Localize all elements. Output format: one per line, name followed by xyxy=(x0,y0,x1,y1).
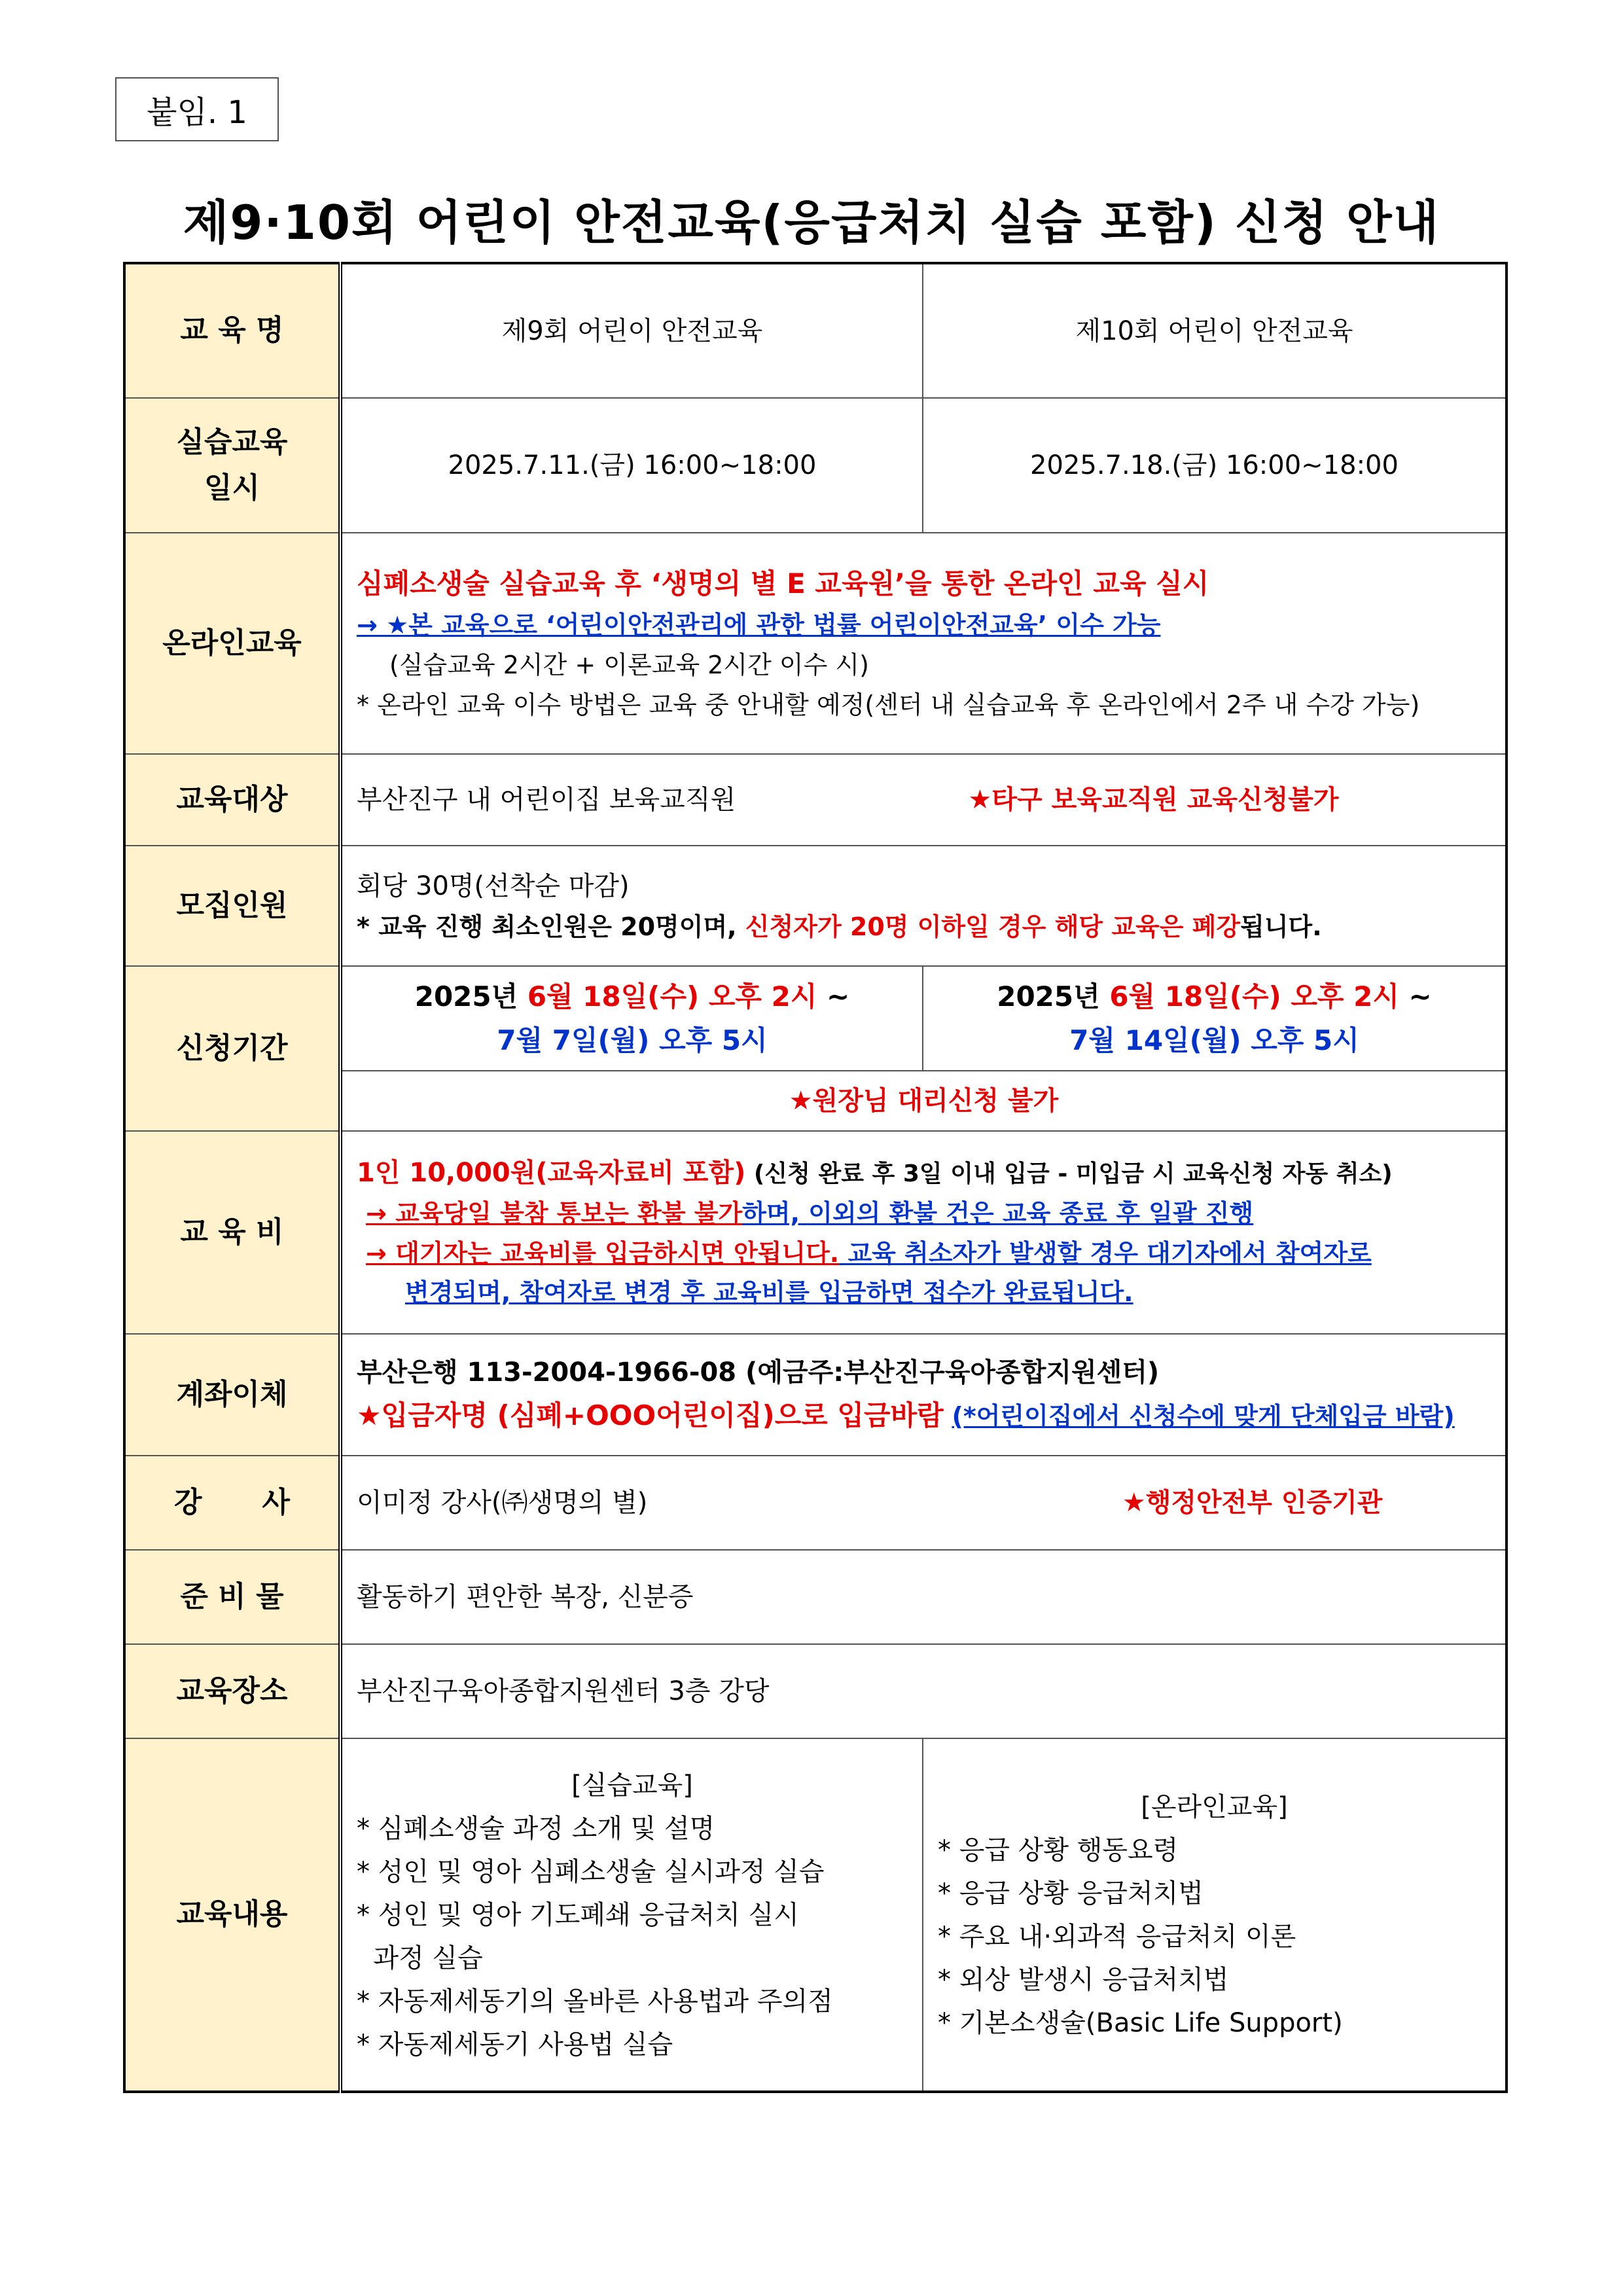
label-online: 온라인교육 xyxy=(124,533,340,754)
row-content xyxy=(124,1738,1507,2092)
practice-item: * 자동제세동기의 올바른 사용법과 주의점 xyxy=(357,1986,833,2017)
fee-line1-a: 1인 10,000원(교육자료비 포함) xyxy=(357,1157,746,1188)
row-target xyxy=(124,754,1507,846)
fee-line2-b: 하며, 이외의 환불 건은 교육 종료 후 일괄 진행 xyxy=(742,1198,1254,1228)
target-content xyxy=(340,754,1507,846)
fee-line2-a: → 교육당일 불참 통보는 환불 불가 xyxy=(366,1198,743,1228)
recruit-line1: 회당 30명(선착순 마감) xyxy=(357,870,630,901)
practice-item: * 심폐소생술 과정 소개 및 설명 xyxy=(357,1813,715,1844)
datetime-col2: 2025.7.18.(금) 16:00~18:00 xyxy=(923,398,1507,533)
period-col2 xyxy=(923,966,1507,1071)
account-line2 xyxy=(357,1393,1491,1437)
practice-title: [실습교육] xyxy=(571,1770,693,1801)
online-line2: → ★본 교육으로 ‘어린이안전관리에 관한 법률 어린이안전교육’ 이수 가능 xyxy=(357,611,1161,640)
account-line2-a: ★입금자명 (심폐+OOO어린이집)으로 입금바람 xyxy=(357,1399,944,1432)
datetime-col1: 2025.7.11.(금) 16:00~18:00 xyxy=(340,398,923,533)
online-line1: 심폐소생술 실습교육 후 ‘생명의 별 E 교육원’을 통한 온라인 교육 실시 xyxy=(357,567,1209,600)
period-col1-b: 6월 18일(수) 오후 2시 xyxy=(527,980,817,1013)
practice-item: 과정 실습 xyxy=(357,1943,483,1973)
period-col1-d: 7월 7일(월) 오후 5시 xyxy=(497,1024,768,1056)
online-content xyxy=(340,533,1507,754)
row-instructor xyxy=(124,1456,1507,1550)
label-period: 신청기간 xyxy=(124,966,340,1131)
period-col1 xyxy=(340,966,923,1071)
row-period xyxy=(124,966,1507,1071)
online-item: * 기본소생술(Basic Life Support) xyxy=(938,2007,1343,2038)
label-place: 교육장소 xyxy=(124,1644,340,1738)
content-online xyxy=(923,1738,1507,2092)
row-name xyxy=(124,263,1507,398)
label-account: 계좌이체 xyxy=(124,1334,340,1456)
row-online xyxy=(124,533,1507,754)
info-table xyxy=(123,262,1508,2093)
practice-item: * 자동제세동기 사용법 실습 xyxy=(357,2029,673,2060)
label-fee: 교 육 비 xyxy=(124,1131,340,1334)
fee-line1 xyxy=(357,1152,1491,1194)
label-recruit: 모집인원 xyxy=(124,846,340,966)
online-line3: (실습교육 2시간 + 이론교육 2시간 이수 시) xyxy=(389,651,869,680)
period-col2-b: 6월 18일(수) 오후 2시 xyxy=(1109,980,1399,1013)
content-practice xyxy=(340,1738,923,2092)
row-datetime xyxy=(124,398,1507,533)
period-col2-a: 2025년 xyxy=(997,980,1110,1013)
fee-line3-a: → 대기자는 교육비를 입금하시면 안됩니다. xyxy=(366,1238,840,1268)
row-prepare xyxy=(124,1550,1507,1644)
label-instructor: 강 사 xyxy=(124,1456,340,1550)
page-title: 제9·10회 어린이 안전교육(응급처치 실습 포함) 신청 안내 xyxy=(183,195,1440,250)
online-item: * 주요 내·외과적 응급처치 이론 xyxy=(938,1921,1296,1952)
recruit-line2-b: 신청자가 20명 이하일 경우 해당 교육은 폐강 xyxy=(745,912,1241,941)
instructor-note: ★행정안전부 인증기관 xyxy=(1122,1488,1383,1518)
fee-content xyxy=(340,1131,1507,1334)
recruit-line2-c: 됩니다. xyxy=(1240,912,1322,941)
online-item: * 외상 발생시 응급처치법 xyxy=(938,1964,1229,1995)
target-note: ★타구 보육교직원 교육신청불가 xyxy=(968,785,1339,815)
prepare-text: 활동하기 편안한 복장, 신분증 xyxy=(340,1550,1507,1644)
fee-line1-b: (신청 완료 후 3일 이내 입금 - 미입금 시 교육신청 자동 취소) xyxy=(745,1160,1393,1187)
instructor-content xyxy=(340,1456,1507,1550)
place-text: 부산진구육아종합지원센터 3층 강당 xyxy=(340,1644,1507,1738)
recruit-content xyxy=(340,846,1507,966)
name-col2: 제10회 어린이 안전교육 xyxy=(923,263,1507,398)
label-target: 교육대상 xyxy=(124,754,340,846)
row-fee xyxy=(124,1131,1507,1334)
practice-item: * 성인 및 영아 기도폐쇄 응급처치 실시 xyxy=(357,1899,799,1930)
fee-line4: 변경되며, 참여자로 변경 후 교육비를 입금하면 접수가 완료됩니다. xyxy=(405,1278,1133,1308)
period-col1-a: 2025년 xyxy=(414,980,527,1013)
online-item: * 응급 상황 응급처치법 xyxy=(938,1878,1204,1909)
row-recruit xyxy=(124,846,1507,966)
practice-item: * 성인 및 영아 심폐소생술 실시과정 실습 xyxy=(357,1856,825,1887)
label-datetime-line1: 실습교육 xyxy=(176,425,288,459)
period-col2-line1 xyxy=(924,975,1505,1018)
account-line2-b: (*어린이집에서 신청수에 맞게 단체입금 바람) xyxy=(952,1402,1455,1431)
label-prepare: 준 비 물 xyxy=(124,1550,340,1644)
fee-line3 xyxy=(357,1234,1491,1274)
recruit-line2 xyxy=(357,907,1491,947)
instructor-text: 이미정 강사(㈜생명의 별) xyxy=(357,1488,648,1518)
period-col2-c: ~ xyxy=(1399,980,1432,1013)
online-item: * 응급 상황 행동요령 xyxy=(938,1835,1179,1865)
period-note: ★원장님 대리신청 불가 xyxy=(340,1071,1507,1131)
account-content xyxy=(340,1334,1507,1456)
target-text: 부산진구 내 어린이집 보육교직원 xyxy=(357,785,736,815)
fee-line3-b: 교육 취소자가 발생할 경우 대기자에서 참여자로 xyxy=(839,1238,1372,1268)
fee-line2 xyxy=(357,1194,1491,1234)
label-datetime-line2: 일시 xyxy=(204,471,260,505)
period-col2-d: 7월 14일(월) 오후 5시 xyxy=(1069,1024,1359,1056)
label-name: 교 육 명 xyxy=(124,263,340,398)
label-content: 교육내용 xyxy=(124,1738,340,2092)
recruit-line2-a: * 교육 진행 최소인원은 20명이며, xyxy=(357,912,745,941)
account-line1: 부산은행 113-2004-1966-08 (예금주:부산진구육아종합지원센터) xyxy=(357,1357,1160,1388)
period-col1-line1 xyxy=(343,975,921,1018)
period-col1-c: ~ xyxy=(817,980,850,1013)
label-datetime xyxy=(124,398,340,533)
attachment-label: 붙임. 1 xyxy=(115,77,279,141)
online-line4: * 온라인 교육 이수 방법은 교육 중 안내할 예정(센터 내 실습교육 후 온라인에서 2주 내 수강 가능) xyxy=(357,690,1420,719)
row-account xyxy=(124,1334,1507,1456)
row-place xyxy=(124,1644,1507,1738)
online-title: [온라인교육] xyxy=(1141,1791,1288,1822)
name-col1: 제9회 어린이 안전교육 xyxy=(340,263,923,398)
